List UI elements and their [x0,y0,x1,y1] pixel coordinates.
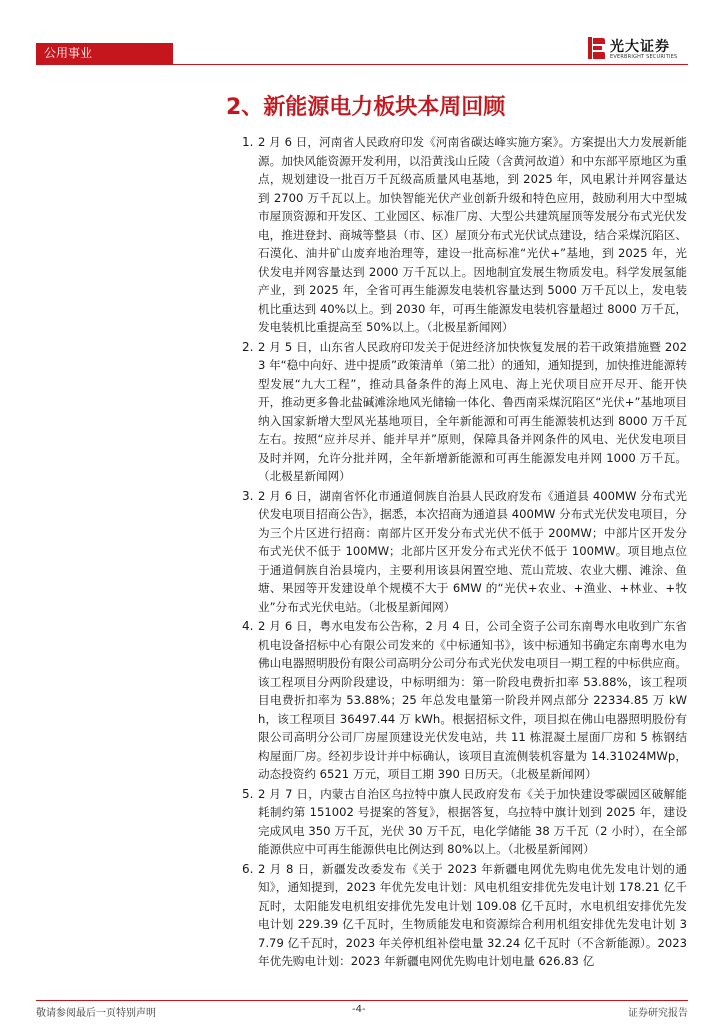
footer-rule [36,1000,688,1001]
brand-name-en: EVERBRIGHT SECURITIES [610,54,678,60]
list-item-text: 2 月 5 日，山东省人民政府印发关于促进经济加快恢复发展的若干政策措施暨 2023 年“稳中向好、进中提质”政策清单（第二批）的通知，通知提到，加快推进能源转型发展“九大工程”，推动具备条件的海上风电、海上光伏项目应开尽开、能开快开，推动更多鲁北盐碱滩涂地风光储输一体化、鲁西南采煤沉陷区“光伏+”基地项目纳入国家新增大型风光基地项目，全年新能源和可再生能源装机达到 8000 万千瓦左右。按照“应并尽并、能并早并”原则，保障具备并网条件的风电、光伏发电项目及时并网，允许分批并网，全年新增新能源和可再生能源发电并网 1000 万千瓦。（北极星新闻网） [258,339,687,483]
section-title: 2、新能源电力板块本周回顾 [226,95,506,120]
list-item-text: 2 月 7 日，内蒙古自治区乌拉特中旗人民政府发布《关于加快建设零碳园区破解能耗制约第 151002 号提案的答复》，根据答复，乌拉特中旗计划到 2025 年，建设完成风电 350 万千瓦，光伏 30 万千瓦，电化学储能 38 万千瓦（2 小时），在全部能源供应中可再生能源供电比例达到 80%以上。（北极星新闻网） [258,786,687,856]
brand-mark-icon [586,36,606,60]
report-category-label: 公用事业 [44,46,93,60]
list-item-number: 6. [242,861,254,876]
footer-disclaimer: 敬请参阅最后一页特别声明 [36,1008,156,1019]
list-item-number: 4. [242,619,254,633]
list-item-text: 2 月 6 日，粤水电发布公告称，2 月 4 日，公司全资子公司东南粤水电收到广东省机电设备招标中心有限公司发来的《中标通知书》，该中标通知书确定东南粤水电为佛山电器照明股份有限公司高明分公司分布式光伏发电项目一期工程的中标供应商。该工程项目分两阶段建设，中标明细为：第一阶段电费折扣率 53.88%，该工程项目电费折扣率为 53.88%；25 年总发电量第一阶段并网点部分 22334.85 万 kWh，该工程项目 36497.44 万 kWh。根据招标文件，项目拟在佛山电器照明股份有限公司高明分公司厂房屋顶建设光伏发电站，共 11 栋混凝土屋面厂房和 5 栋钢结构屋面厂房。经初步设计并中标确认，该项目直流侧装机容量为 14.31024MWp，动态投资约 6521 万元，项目工期 390 日历天。（北极星新闻网） [258,619,687,781]
footer-report-type: 证券研究报告 [628,1008,688,1019]
list-item-text: 2 月 8 日，新疆发改委发布《关于 2023 年新疆电网优先购电优先发电计划的通知》，通知提到，2023 年优先发电计划：风电机组安排优先发电计划 178.21 亿千瓦时，太阳能发电机组安排优先发电计划 109.08 亿千瓦时，水电机组安排优先发电计划 229.39 亿千瓦时，生物质能发电和资源综合利用机组安排优先发电计划 37.79 亿千瓦时，2023 年关停机组补偿电量 32.24 亿千瓦时（不含新能源）。2023 年优先购电计划：2023 年新疆电网优先购电计划电量 626.83 亿 [258,861,687,968]
list-item-number: 2. [242,339,254,354]
list-item-number: 5. [242,786,254,801]
list-item-number: 3. [242,488,254,503]
news-list [242,133,687,972]
list-item-text: 2 月 6 日，河南省人民政府印发《河南省碳达峰实施方案》。方案提出大力发展新能源。加快风能资源开发利用，以沿黄浅山丘陵（含黄河故道）和中东部平原地区为重点，规划建设一批百万千瓦级高质量风电基地，到 2025 年，风电累计并网容量达到 2700 万千瓦以上。加快智能光伏产业创新升级和特色应用，鼓励利用大中型城市屋顶资源和开发区、工业园区、标准厂房、大型公共建筑屋顶等发展分布式光伏发电，推进登封、商城等整县（市、区）屋顶分布式光伏试点建设，结合采煤沉陷区、石漠化、油井矿山废弃地治理等，建设一批高标准“光伏+”基地，到 2025 年，光伏发电并网容量达到 2000 万千瓦以上。因地制宜发展生物质发电。科学发展氢能产业，到 2025 年，全省可再生能源发电装机容量达到 5000 万千瓦以上，发电装机比重达到 40%以上。到 2030 年，可再生能源发电装机容量超过 8000 万千瓦，发电装机比重提高至 50%以上。（北极星新闻网） [258,135,687,334]
list-item-number: 1. [242,135,254,149]
report-category-tag [36,43,173,64]
brand-name-cn: 光大证券 [610,39,670,55]
list-item [242,133,687,337]
brand-logo [586,36,698,62]
list-item-text: 2 月 6 日，湖南省怀化市通道侗族自治县人民政府发布《通道县 400MW 分布式光伏发电项目招商公告》，据悉，本次招商为通道县 400MW 分布式光伏发电项目，分为三个片区进行招商：南部片区开发分布式光伏不低于 200MW；中部片区开发分布式光伏不低于 100MW；北部片区开发分布式光伏不低于 100MW。项目地点位于通道侗族自治县境内，主要利用该县闲置空地、荒山荒坡、农业大棚、滩涂、鱼塘、果园等开发建设单个规模不大于 6MW 的“光伏+农业、+渔业、+林业、+牧业”分布式光伏电站。（北极星新闻网） [258,488,687,614]
list-item [242,617,687,784]
list-item [242,785,687,859]
list-item [242,860,687,971]
list-item [242,487,687,617]
header-rule [36,64,688,65]
list-item [242,338,687,486]
page-number: -4- [352,1004,366,1015]
